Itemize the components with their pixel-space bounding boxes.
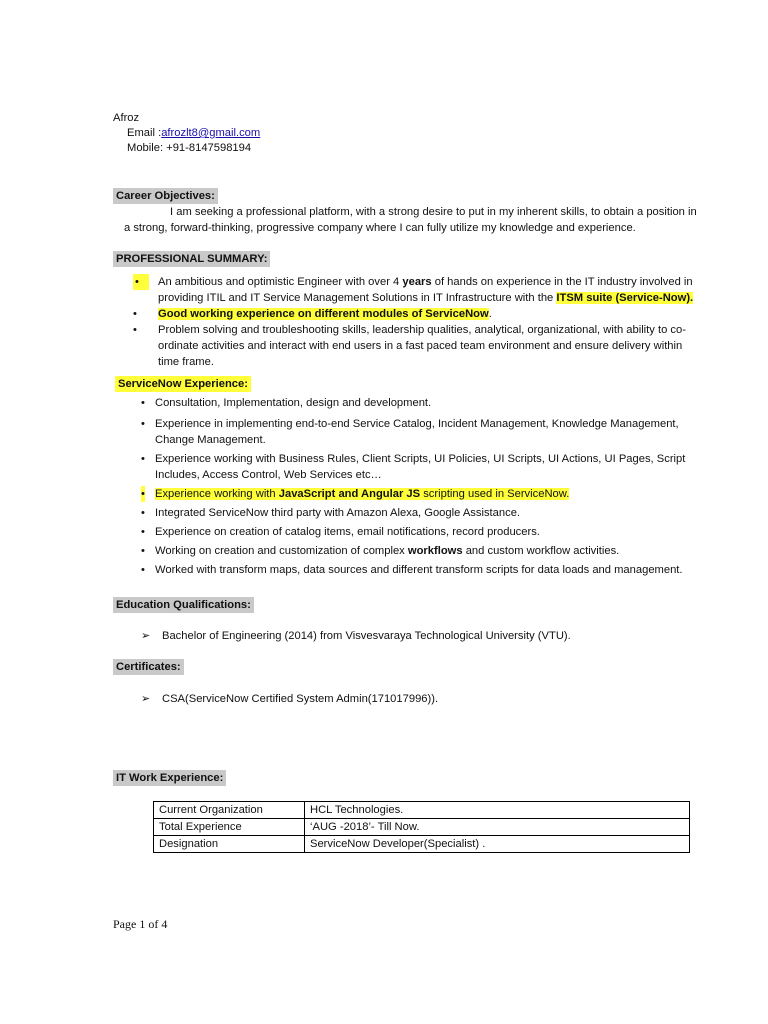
- summary-text: .: [488, 308, 492, 320]
- summary-heading: PROFESSIONAL SUMMARY:: [113, 251, 270, 267]
- bullet-icon: •: [141, 488, 145, 500]
- bullet-icon: •: [141, 526, 145, 538]
- list-item: [141, 395, 721, 411]
- summary-text: providing ITIL and IT Service Management Solutions in IT Infrastructure with the: [158, 292, 557, 304]
- work-heading: IT Work Experience:: [113, 770, 226, 786]
- list-item-text: Includes, Access Control, Web Services etc…: [155, 469, 382, 481]
- email-line: [127, 125, 260, 141]
- bullet-icon: •: [141, 453, 145, 465]
- summary-text: An ambitious and optimistic Engineer with over 4: [158, 276, 403, 288]
- career-line-1: I am seeking a professional platform, with a strong desire to put in my inherent skills, to obtain a position in: [170, 206, 697, 218]
- list-item-text: Worked with transform maps, data sources and different transform scripts for data loads and management.: [155, 564, 683, 576]
- list-item-bold: workflows: [407, 545, 463, 557]
- table-row: [154, 819, 690, 836]
- bullet-icon: •: [141, 397, 145, 409]
- mobile-line: Mobile: +91-8147598194: [127, 142, 252, 154]
- bullet-icon: •: [141, 545, 145, 557]
- certificate-item: [141, 691, 438, 707]
- table-row: [154, 802, 690, 819]
- table-cell-key: Current Organization: [154, 802, 305, 819]
- list-item: [141, 416, 721, 448]
- list-item-text: and custom workflow activities.: [462, 545, 620, 557]
- bullet-icon: •: [133, 324, 137, 336]
- summary-item: [133, 274, 723, 306]
- list-item-text: scripting used in ServiceNow.: [420, 488, 570, 500]
- education-heading: Education Qualifications:: [113, 597, 254, 613]
- list-item: [141, 543, 721, 559]
- summary-text: Problem solving and troubleshooting skills, leadership qualities, analytical, organizational, with ability to co-: [158, 324, 686, 336]
- bullet-icon: •: [141, 564, 145, 576]
- bullet-icon: •: [133, 308, 137, 320]
- summary-itsm: ITSM suite (Service-Now).: [556, 292, 694, 304]
- list-item-text: Integrated ServiceNow third party with Amazon Alexa, Google Assistance.: [155, 507, 521, 519]
- list-item: [141, 505, 721, 521]
- table-row: [154, 836, 690, 853]
- arrow-bullet-icon: ➢: [141, 693, 151, 705]
- table-cell-key: Total Experience: [154, 819, 305, 836]
- email-link[interactable]: afrozlt8@gmail.com: [161, 127, 261, 139]
- summary-modules: Good working experience on different modules of ServiceNow: [158, 308, 489, 320]
- bullet-icon: •: [141, 418, 145, 430]
- list-item-text: Experience in implementing end-to-end Service Catalog, Incident Management, Knowledge Management,: [155, 418, 679, 430]
- list-item-text: Experience working with Business Rules, Client Scripts, UI Policies, UI Scripts, UI Actions, UI Pages, Script: [155, 453, 686, 465]
- candidate-name: Afroz: [113, 112, 140, 124]
- list-item-bold: JavaScript and Angular JS: [278, 488, 421, 500]
- bullet-icon: •: [141, 507, 145, 519]
- page-number: Page 1 of 4: [113, 917, 168, 931]
- career-line-2: a strong, forward-thinking, progressive company where I can fully utilize my knowledge and experience.: [124, 222, 636, 234]
- list-item: [141, 562, 721, 578]
- list-item-text: Consultation, Implementation, design and development.: [155, 397, 432, 409]
- certificate-text: CSA(ServiceNow Certified System Admin(171017996)).: [162, 693, 439, 705]
- email-label: Email :: [127, 127, 162, 139]
- summary-years: years: [402, 276, 432, 288]
- list-item-text: Change Management.: [155, 434, 266, 446]
- list-item-text: Working on creation and customization of complex: [155, 545, 408, 557]
- certificates-heading: Certificates:: [113, 659, 184, 675]
- summary-text: of hands on experience in the IT industry involved in: [431, 276, 693, 288]
- servicenow-list: [141, 395, 721, 578]
- table-cell-key: Designation: [154, 836, 305, 853]
- summary-list: [133, 274, 723, 370]
- work-experience-table: [153, 801, 690, 853]
- education-item: [141, 628, 571, 644]
- table-cell-value: ServiceNow Developer(Specialist) .: [305, 836, 690, 853]
- table-cell-value: HCL Technologies.: [305, 802, 690, 819]
- list-item: [141, 524, 721, 540]
- career-heading: Career Objectives:: [113, 188, 218, 204]
- list-item: [141, 486, 721, 502]
- list-item-text: Experience working with: [155, 488, 279, 500]
- table-cell-value: ‘AUG -2018’- Till Now.: [305, 819, 690, 836]
- summary-text: ordinate activities and interact with end users in a fast paced team environment and ensure delivery within: [158, 340, 683, 352]
- summary-item: [133, 306, 723, 322]
- bullet-icon: •: [133, 274, 149, 290]
- list-item-text: Experience on creation of catalog items, email notifications, record producers.: [155, 526, 540, 538]
- list-item: [141, 451, 721, 483]
- summary-text: time frame.: [158, 356, 214, 368]
- education-text: Bachelor of Engineering (2014) from Visvesvaraya Technological University (VTU).: [162, 630, 571, 642]
- servicenow-heading: ServiceNow Experience:: [115, 376, 251, 392]
- summary-item: [133, 322, 723, 370]
- arrow-bullet-icon: ➢: [141, 630, 151, 642]
